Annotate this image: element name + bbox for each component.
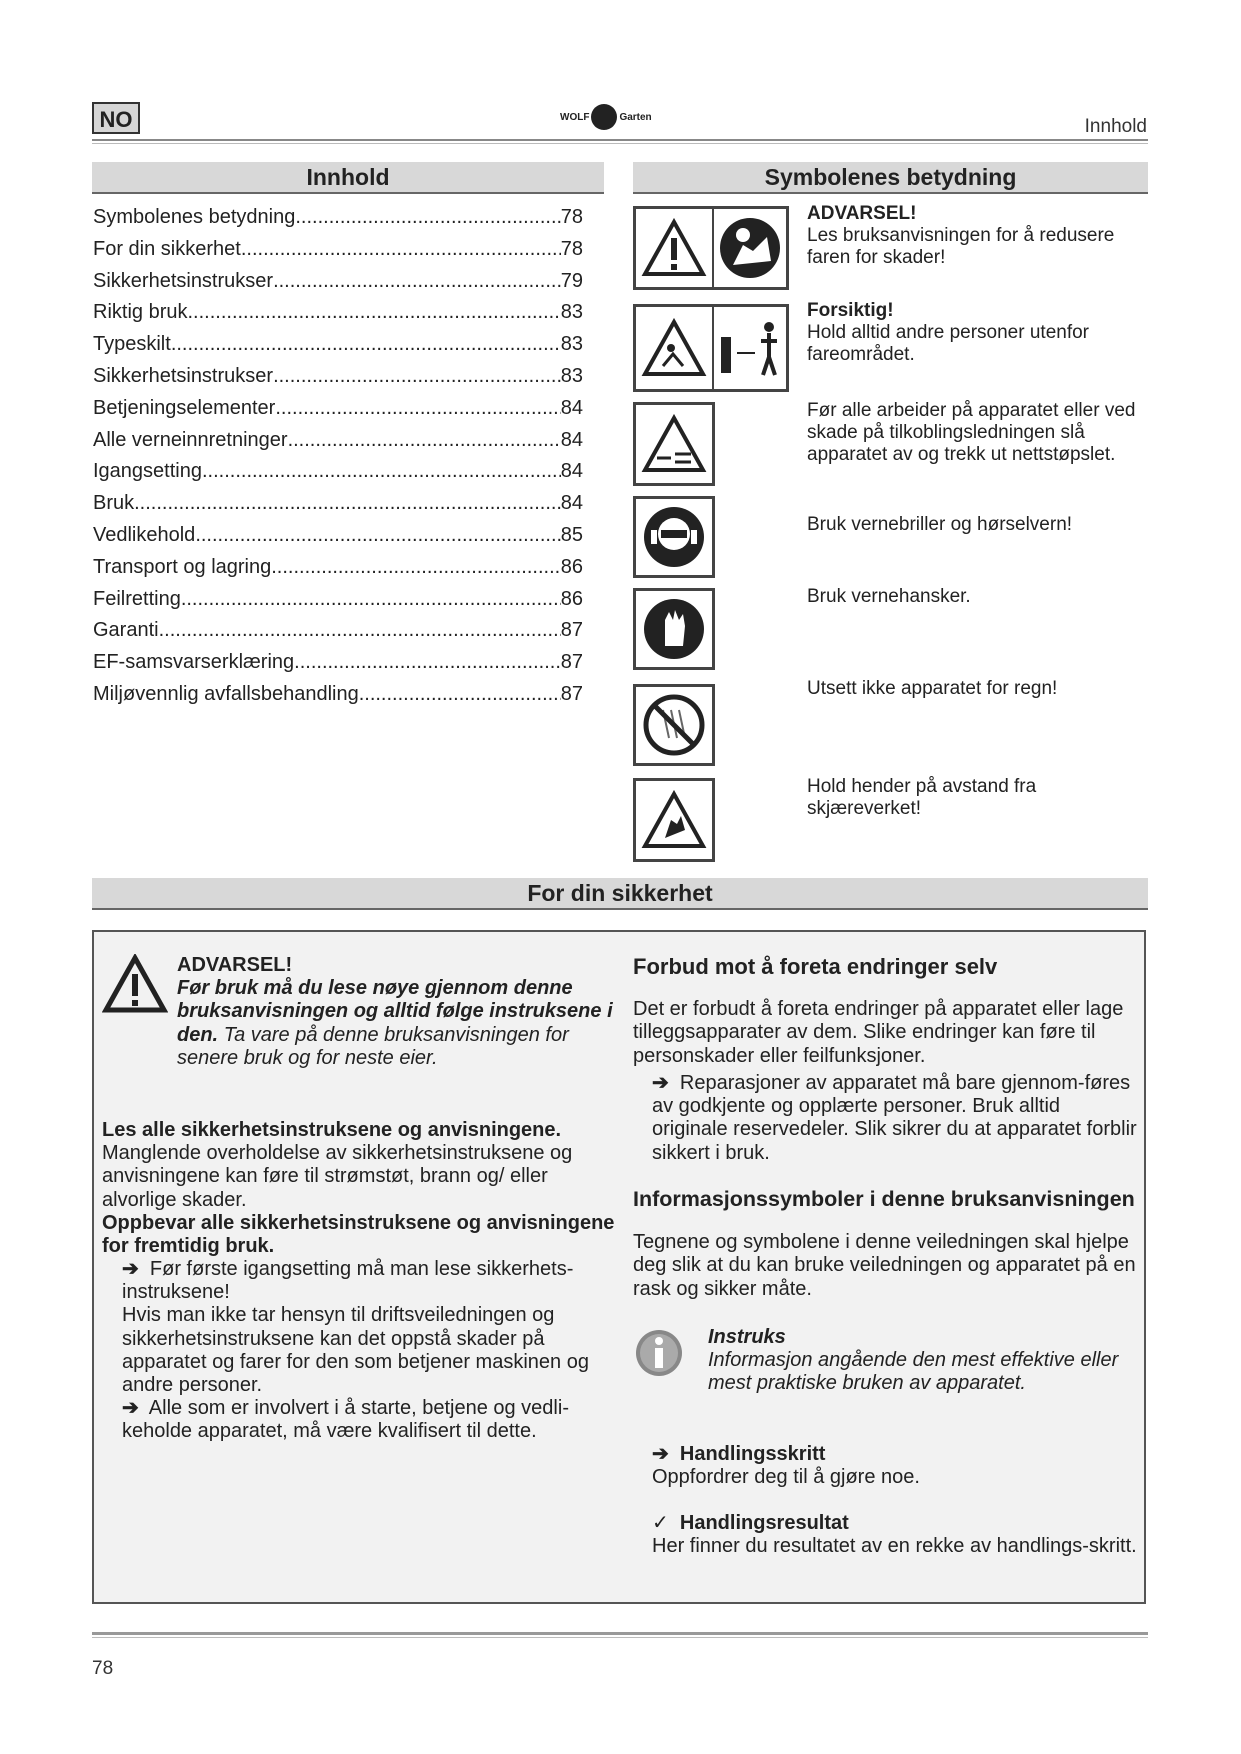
toc-item[interactable]: Miljøvennlig avfallsbehandling ..... 87 (93, 679, 583, 711)
safety-heading: For din sikkerhet (92, 878, 1148, 910)
modifications-block: Forbud mot å foreta endringer selv Det er forbudt å foreta endringer på apparatet eller lage tilleggsapparater av dem. Slike endringer kan føre til personskader eller feilfunksjoner. (633, 955, 1138, 1068)
toc-item[interactable]: Riktig bruk ..... 83 (93, 297, 583, 329)
read-all-block: Les alle sikkerhetsinstruksene og anvisningene. Manglende overholdelse av sikkerhetsinstruksene og anvisningene kan føre til strømstøt, brann og/ eller alvorlige skader. Oppbevar alle sikkerhetsinstruksene og anvisningene for fremtidig bruk. (102, 1119, 615, 1258)
handling-block: ➔ Handlingsskritt Oppfordrer deg til å gjøre noe. (652, 1443, 920, 1489)
unplug-icon (635, 404, 713, 484)
result-block: ✓ Handlingsresultat Her finner du resultatet av en rekke av handlings-skritt. (652, 1512, 1137, 1558)
toc-item[interactable]: Vedlikehold ..... 85 (93, 520, 583, 552)
header-divider (92, 139, 1148, 141)
symbol-desc-3: Før alle arbeider på apparatet eller ved skade på tilkoblingsledningen slå apparatet av og trekk ut nettstøpslet. (807, 400, 1136, 465)
toc-heading: Innhold (92, 162, 604, 194)
symbol-unplug (633, 402, 715, 486)
arrow-right-icon: ➔ (122, 1397, 139, 1420)
info-symbols-title: Informasjonssymboler i denne bruksanvisningen (633, 1187, 1135, 1211)
toc-item[interactable]: Igangsetting ..... 84 (93, 456, 583, 488)
toc-item[interactable]: Sikkerhetsinstrukser ..... 79 (93, 266, 583, 298)
brand-logo (560, 104, 680, 130)
step-item: ➔ Alle som er involvert i å starte, betjene og vedli-keholde apparatet, må være kvalifisert til dette. (122, 1397, 569, 1443)
header-divider-thin (92, 143, 1148, 144)
toc-item[interactable]: Feilretting ..... 86 (93, 584, 583, 616)
toc-item[interactable]: Transport og lagring ..... 86 (93, 552, 583, 584)
wolf-head-icon (591, 104, 617, 130)
logo-wolf-text: WOLF (560, 111, 590, 123)
header-section-title: Innhold (1084, 116, 1147, 137)
info-icon (634, 1328, 684, 1383)
toc-item[interactable]: Alle verneinnretninger ..... 84 (93, 425, 583, 457)
logo-garten-text: Garten (619, 111, 652, 123)
checkmark-icon: ✓ (652, 1512, 669, 1534)
no-rain-icon (635, 686, 713, 764)
arrow-right-icon: ➔ (122, 1258, 139, 1280)
symbol-desc-4: Bruk vernebriller og hørselvern! (807, 514, 1073, 535)
steps-block: ➔ Før første igangsetting må man lese sikkerhets-instruksene! Hvis man ikke tar hensyn til driftsveiledningen og sikkerhetsinstruksene kan det oppstå skader på apparatet og farer for den som betjener maskinen og andre personer. ➔ Alle som er involvert i å starte, betjene og vedli-keholde apparatet, må være kvalifisert til dette. (122, 1258, 622, 1444)
toc-item[interactable]: Symbolenes betydning ..... 78 (93, 202, 583, 234)
toc-item[interactable]: EF-samsvarserklæring ..... 87 (93, 647, 583, 679)
step-item: ➔ Før første igangsetting må man lese sikkerhets-instruksene! (122, 1258, 574, 1304)
toc-item[interactable]: Typeskilt ..... 83 (93, 329, 583, 361)
arrow-right-icon: ➔ (652, 1072, 669, 1094)
symbol-desc-2: Forsiktig! Hold alltid andre personer utenfor fareområdet. (807, 300, 1090, 365)
language-badge: NO (92, 102, 140, 134)
page-number: 78 (92, 1658, 114, 1679)
instruks-block: Instruks Informasjon angående den mest effektive eller mest praktiske bruken av apparatet. (708, 1326, 1119, 1395)
symbol-desc-1: ADVARSEL! Les bruksanvisningen for å redusere faren for skader! (807, 203, 1115, 268)
arrow-right-icon: ➔ (652, 1443, 669, 1465)
modifications-step: ➔ Reparasjoner av apparatet må bare gjennom-føres av godkjente og opplærte personer. Bruk alltid originale reservedeler. Slik sikrer du at apparatet forblir sikkert i bruk. (652, 1072, 1137, 1164)
warning-block: ADVARSEL! Før bruk må du lese nøye gjennom denne bruksanvisningen og alltid følge instruksene i den. Ta vare på denne bruksanvisningen for senere bruk og for neste eier. (177, 954, 613, 1069)
toc-list (93, 202, 583, 711)
symbol-no-rain (633, 684, 715, 766)
symbol-keep-away (633, 304, 789, 392)
toc-item[interactable]: Bruk ..... 84 (93, 488, 583, 520)
symbol-hand-cutter (633, 778, 715, 862)
toc-item[interactable]: Sikkerhetsinstrukser ..... 83 (93, 361, 583, 393)
toc-item[interactable]: For din sikkerhet ..... 78 (93, 234, 583, 266)
symbol-warning-manual (633, 206, 789, 290)
footer-divider-thin (92, 1637, 1148, 1638)
symbols-heading: Symbolenes betydning (633, 162, 1148, 194)
symbol-goggles-earmuffs (633, 496, 715, 578)
toc-item[interactable]: Betjeningselementer ..... 84 (93, 393, 583, 425)
symbol-desc-5: Bruk vernehansker. (807, 586, 971, 607)
symbol-desc-6: Utsett ikke apparatet for regn! (807, 678, 1058, 699)
gloves-icon (635, 590, 713, 668)
goggles-earmuffs-icon (635, 498, 713, 576)
person-distance-icon (713, 306, 787, 390)
warning-debris-icon (635, 306, 713, 390)
hand-cutter-icon (635, 780, 713, 860)
symbol-desc-7: Hold hender på avstand fra skjæreverket! (807, 776, 1037, 819)
warning-triangle-icon (635, 208, 713, 288)
toc-item[interactable]: Garanti ..... 87 (93, 615, 583, 647)
modifications-title: Forbud mot å foreta endringer selv (633, 954, 998, 979)
symbol-gloves (633, 588, 715, 670)
info-symbols-block: Informasjonssymboler i denne bruksanvisningen Tegnene og symbolene i denne veiledningen skal hjelpe deg slik at du kan bruke veiledningen og apparatet på en rask og sikker måte. (633, 1188, 1143, 1301)
warning-triangle-icon (102, 954, 168, 1019)
footer-divider (92, 1632, 1148, 1635)
read-manual-icon (713, 208, 787, 288)
